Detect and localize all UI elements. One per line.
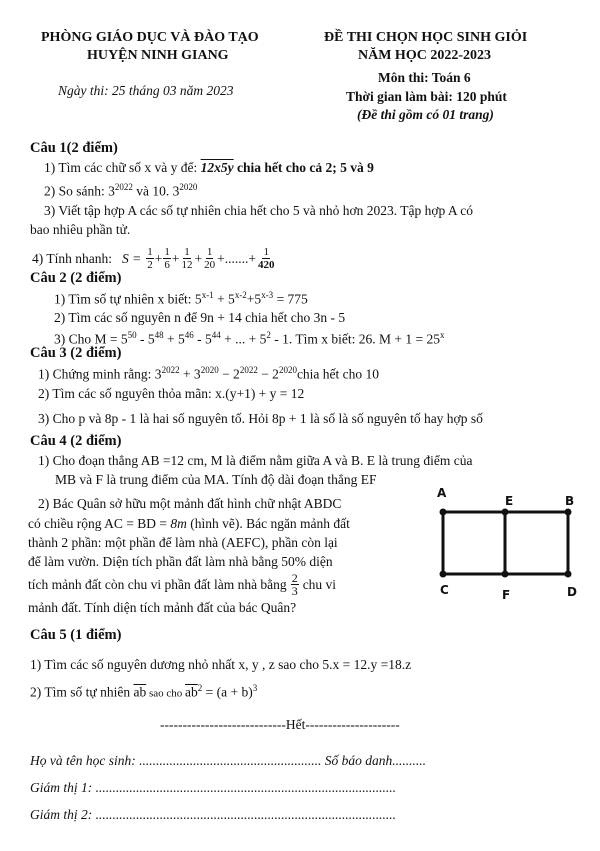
point-f: [502, 571, 509, 578]
q4-part1-line1: 1) Cho đoạn thẳng AB =12 cm, M là điểm nằm giữa A và B. E là trung điểm của: [38, 453, 473, 468]
examiner-1-line: Giám thị 1: .........................................................................................: [30, 780, 396, 795]
question-4-title: Câu 4 (2 điểm): [30, 433, 122, 449]
label-a: A: [437, 486, 447, 500]
label-d: D: [567, 585, 577, 599]
q1-part3-line2: bao nhiêu phần tử.: [30, 222, 131, 237]
fraction: $\frac{1}{2}$: [147, 246, 153, 271]
question-2-title: Câu 2 (2 điểm): [30, 270, 122, 286]
q4-part2-line5: tích mảnh đất còn chu vi phần đất làm nhà bằng $\frac{2}{3}$ chu vi: [28, 571, 337, 598]
label-f: F: [502, 588, 511, 602]
student-name-line: Họ và tên học sinh: ...................................................... Số báo danh..........: [30, 753, 426, 768]
q3-part3: 3) Cho p và 8p - 1 là hai số nguyên tố. Hỏi 8p + 1 là số là số nguyên tố hay hợp số: [38, 411, 483, 426]
school-year: NĂM HỌC 2022-2023: [358, 48, 491, 63]
q4-part2-line3: thành 2 phần: một phần để làm nhà (AEFC), phần còn lại: [28, 535, 338, 550]
q5-part2: 2) Tìm số tự nhiên $\overline{ab}$ sao cho $\overline{ab}^2 = (a + b)^3$: [30, 683, 258, 700]
question-5-title: Câu 5 (1 điểm): [30, 627, 122, 643]
q4-part2-line6: mảnh đất. Tính diện tích mảnh đất của bác Quân?: [28, 600, 297, 615]
fraction: $\frac{1}{20}$: [204, 246, 216, 271]
q2-part2: 2) Tìm các số nguyên n để 9n + 14 chia hết cho 3n - 5: [54, 310, 346, 325]
point-d: [565, 571, 572, 578]
department-name: PHÒNG GIÁO DỤC VÀ ĐÀO TẠO: [41, 30, 259, 45]
q4-part1-line2: MB và F là trung điểm của MA. Tính độ dài đoạn thẳng EF: [55, 472, 377, 487]
fraction: $\frac{1}{6}$: [164, 246, 170, 271]
q2-part3: 3) Cho $M = 5^{50} - 5^{48} + 5^{46} - 5^{44}$ + ... + $5^2 - 1$. Tìm x biết: 26. $M + 1 = 25^x$: [54, 330, 445, 347]
point-c: [440, 571, 447, 578]
q4-part2-line4: để làm vườn. Diện tích phần đất làm nhà bằng 50% diện: [28, 554, 333, 569]
pages-note: (Đề thi gồm có 01 trang): [357, 107, 494, 122]
q1-part3-line1: 3) Viết tập hợp A các số tự nhiên chia hết cho 5 và nhỏ hơn 2023. Tập hợp A có: [44, 203, 473, 218]
point-e: [502, 509, 509, 516]
question-1-title: Câu 1(2 điểm): [30, 140, 118, 156]
end-marker: ----------------------------Hết---------------------: [160, 717, 400, 732]
exam-date: Ngày thi: 25 tháng 03 năm 2023: [58, 83, 234, 98]
q1-number: 12x5y: [200, 160, 234, 175]
label-b: B: [565, 494, 575, 508]
examiner-2-line: Giám thị 2: .........................................................................................: [30, 807, 396, 822]
q3-part1: 1) Chứng minh rằng: $3^{2022} + 3^{2020} - 2^{2022}$ − $2^{2020}chia$ hết cho 10: [38, 365, 380, 382]
label-c: C: [440, 583, 449, 597]
question-3-title: Câu 3 (2 điểm): [30, 345, 122, 361]
fraction: $\frac{1}{12}$: [181, 246, 193, 271]
point-a: [440, 509, 447, 516]
q5-part1: 1) Tìm các số nguyên dương nhỏ nhất x, y , z sao cho 5.x = 12.y =18.z: [30, 657, 412, 672]
fraction: $\frac{2}{3}$: [291, 571, 298, 598]
fraction: $\frac{1}{420}$: [257, 246, 275, 271]
label-e: E: [505, 494, 514, 508]
point-b: [565, 509, 572, 516]
q3-part2: 2) Tìm các số nguyên thỏa mãn: x.(y+1) + y = 12: [38, 386, 305, 401]
district-name: HUYỆN NINH GIANG: [87, 48, 229, 63]
q4-part2-line1: 2) Bác Quân sở hữu một mảnh đất hình chữ nhật ABDC: [38, 496, 342, 511]
q1-part4: 4) Tính nhanh: S = $\frac{1}{2}$ + $\frac{1}{6}$ + $\frac{1}{12}$ + $\frac{1}{20}$ +.......+ $\frac{1}{420}$: [32, 246, 275, 271]
q4-part2-line2: có chiều rộng AC = BD = 8m (hình vẽ). Bác ngăn mảnh đất: [28, 516, 350, 531]
subject: Môn thi: Toán 6: [378, 70, 471, 85]
q1-part2: 2) So sánh: $3^{2022}$ và 10. $3^{2020}$: [44, 182, 198, 199]
exam-title: ĐỀ THI CHỌN HỌC SINH GIỎI: [324, 30, 528, 45]
q2-part1: 1) Tìm số tự nhiên x biết: $5^{x-1} + 5^{x-2}+5^{x-3} = 775$: [54, 290, 308, 307]
q1-part1: 1) Tìm các chữ số x và y để: 12x5y chia hết cho cả 2; 5 và 9: [44, 160, 374, 175]
duration: Thời gian làm bài: 120 phút: [346, 89, 507, 104]
